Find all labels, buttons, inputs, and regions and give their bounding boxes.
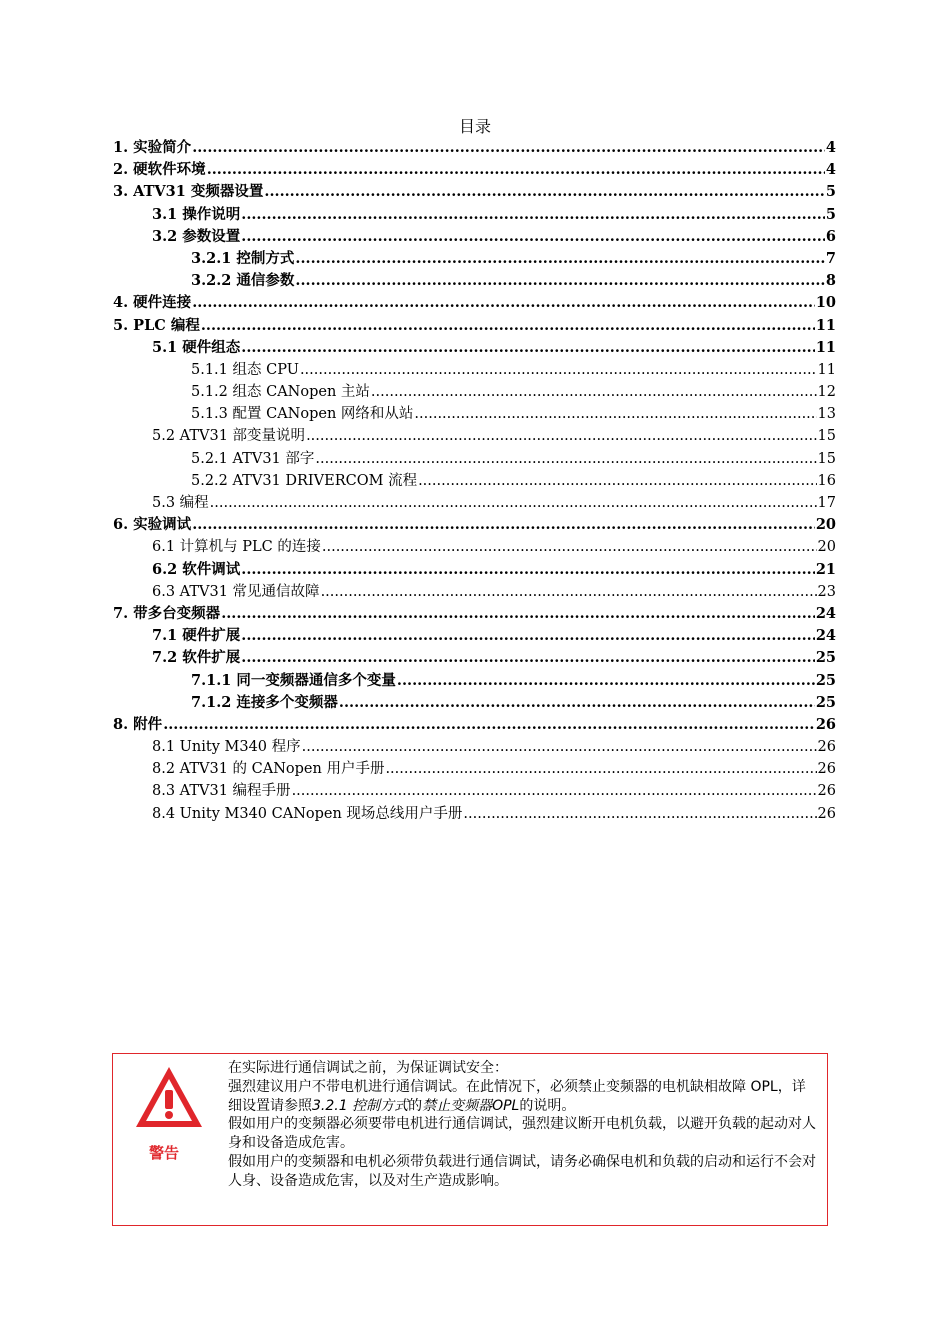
toc-entry-label: 3.2.2 通信参数 (191, 272, 295, 290)
toc-leader-dots (192, 137, 825, 159)
toc-leader-dots (339, 692, 815, 714)
toc-entry-page: 24 (815, 604, 836, 622)
toc-leader-dots (397, 670, 815, 692)
toc-leader-dots (418, 470, 816, 492)
toc-entry-page: 21 (815, 560, 836, 578)
toc-entry[interactable] (113, 448, 836, 470)
toc-leader-dots (241, 625, 815, 647)
toc-entry[interactable] (113, 270, 836, 292)
toc-leader-dots (321, 581, 817, 603)
toc-entry-label: 6.1 计算机与 PLC 的连接 (152, 539, 321, 556)
toc-leader-dots (241, 559, 815, 581)
toc-entry-page: 26 (817, 761, 836, 778)
toc-entry-page: 25 (815, 671, 836, 689)
warning-triangle-icon (133, 1064, 205, 1130)
toc-entry-label: 6.3 ATV31 常见通信故障 (152, 583, 320, 600)
toc-leader-dots (414, 403, 816, 425)
toc-leader-dots (201, 315, 815, 337)
toc-entry-page: 17 (817, 495, 836, 511)
toc-leader-dots (302, 736, 817, 758)
toc-leader-dots (463, 803, 816, 825)
toc-leader-dots (221, 603, 815, 625)
toc-entry-label: 8.1 Unity M340 程序 (152, 739, 301, 756)
toc-leader-dots (300, 359, 817, 381)
toc-entry-label: 5.3 编程 (152, 495, 209, 511)
toc-leader-dots (306, 425, 816, 447)
warning-line-2-b: 的 (408, 1097, 423, 1114)
toc-entry-label: 7.2 软件扩展 (152, 649, 241, 667)
toc-entry-page: 20 (817, 539, 836, 556)
toc-entry[interactable] (113, 692, 836, 714)
toc-entry-page: 13 (817, 406, 836, 423)
toc-leader-dots (210, 492, 817, 514)
warning-text (228, 1059, 818, 1191)
toc-entry[interactable] (113, 204, 836, 226)
toc-entry-page: 20 (815, 516, 836, 534)
toc-entry[interactable] (113, 226, 836, 248)
toc-leader-dots (385, 758, 816, 780)
toc-entry[interactable] (113, 603, 836, 625)
toc-entry[interactable] (113, 758, 836, 780)
toc-leader-dots (241, 226, 825, 248)
toc-entry-label: 8.4 Unity M340 CANopen 现场总线用户手册 (152, 805, 463, 822)
toc-entry[interactable] (113, 292, 836, 314)
warning-ref-opl: 禁止变频器OPL (422, 1097, 520, 1114)
toc-entry[interactable] (113, 181, 836, 203)
toc-entry-page: 15 (817, 428, 836, 445)
toc-entry-page: 24 (815, 627, 836, 645)
toc-entry-page: 26 (817, 805, 836, 822)
toc-entry[interactable] (113, 625, 836, 647)
toc-entry-label: 5.1.1 组态 CPU (191, 361, 299, 378)
toc-entry-label: 3.2 参数设置 (152, 227, 241, 245)
warning-line-2-a: 强烈建议用户不带电机进行通信调试。在此情况下，必须禁止变频器的电机缺相故障 OPL，详细设置请参照 (228, 1078, 806, 1114)
warning-box (112, 1053, 828, 1226)
toc-entry[interactable] (113, 315, 836, 337)
toc-entry-page: 5 (825, 205, 836, 223)
toc-entry[interactable] (113, 514, 836, 536)
toc-leader-dots (163, 714, 815, 736)
toc-entry[interactable] (113, 337, 836, 359)
toc-entry-label: 7. 带多台变频器 (113, 604, 221, 622)
toc-entry-label: 5.2 ATV31 部变量说明 (152, 428, 306, 445)
toc-leader-dots (241, 204, 825, 226)
warning-ref-section: 3.2.1 控制方式 (312, 1097, 409, 1114)
toc-entry[interactable] (113, 403, 836, 425)
toc-leader-dots (295, 270, 824, 292)
warning-line-1: 在实际进行通信调试之前，为保证调试安全： (228, 1060, 508, 1076)
toc-entry-label: 7.1 硬件扩展 (152, 627, 241, 645)
toc-leader-dots (192, 514, 815, 536)
toc-entry[interactable] (113, 492, 836, 514)
toc-entry[interactable] (113, 159, 836, 181)
warning-line-4: 假如用户的变频器和电机必须带负载进行通信调试，请务必确保电机和负载的启动和运行不会对人身、设备造成危害，以及对生产造成影响。 (228, 1153, 816, 1189)
toc-entry[interactable] (113, 581, 836, 603)
toc-entry-page: 26 (817, 783, 836, 800)
toc-entry-label: 5. PLC 编程 (113, 316, 200, 334)
toc-entry-label: 4. 硬件连接 (113, 294, 192, 312)
toc-entry-page: 11 (817, 361, 836, 378)
toc-entry-label: 5.1 硬件组态 (152, 338, 241, 356)
toc-leader-dots (192, 292, 815, 314)
toc-entry-page: 16 (817, 472, 836, 489)
warning-line-3: 假如用户的变频器必须要带电机进行通信调试，强烈建议断开电机负载，以避开负载的起动对人身和设备造成危害。 (228, 1116, 816, 1152)
toc-leader-dots (295, 248, 824, 270)
toc-list (113, 137, 836, 825)
toc-leader-dots (292, 780, 817, 802)
toc-leader-dots (241, 647, 815, 669)
toc-entry-page: 26 (817, 739, 836, 756)
toc-leader-dots (241, 337, 815, 359)
toc-entry-page: 5 (825, 183, 836, 201)
toc-entry-label: 6. 实验调试 (113, 516, 192, 534)
toc-entry[interactable] (113, 559, 836, 581)
toc-entry-page: 7 (825, 249, 836, 267)
toc-entry[interactable] (113, 670, 836, 692)
toc-entry-page: 10 (815, 294, 836, 312)
toc-entry-label: 3. ATV31 变频器设置 (113, 183, 264, 201)
toc-entry-label: 8. 附件 (113, 715, 163, 733)
toc-entry-label: 8.3 ATV31 编程手册 (152, 783, 291, 800)
toc-entry-label: 6.2 软件调试 (152, 560, 241, 578)
toc-entry-page: 4 (825, 161, 836, 179)
toc-entry-label: 3.1 操作说明 (152, 205, 241, 223)
toc-entry[interactable] (113, 780, 836, 802)
toc-entry-page: 26 (815, 715, 836, 733)
toc-entry[interactable] (113, 137, 836, 159)
toc-entry-page: 15 (817, 450, 836, 467)
toc-entry-page: 25 (815, 693, 836, 711)
toc-entry-label: 5.1.3 配置 CANopen 网络和从站 (191, 406, 414, 423)
toc-leader-dots (264, 181, 824, 203)
toc-entry-label: 5.1.2 组态 CANopen 主站 (191, 384, 370, 401)
toc-title: 目录 (458, 117, 491, 136)
toc-entry-label: 1. 实验简介 (113, 139, 192, 156)
warning-line-2 (228, 1078, 818, 1116)
toc-entry-page: 8 (825, 272, 836, 290)
toc-entry[interactable] (113, 470, 836, 492)
warning-label: 警告 (148, 1144, 179, 1162)
toc-entry[interactable] (113, 803, 836, 825)
toc-entry-page: 25 (815, 649, 836, 667)
warning-line-2-c: 的说明。 (519, 1097, 576, 1114)
toc-entry[interactable] (113, 736, 836, 758)
toc-entry-page: 23 (817, 583, 836, 600)
toc-entry[interactable] (113, 248, 836, 270)
toc-entry[interactable] (113, 359, 836, 381)
toc-entry[interactable] (113, 381, 836, 403)
toc-entry[interactable] (113, 647, 836, 669)
toc-entry-label: 7.1.1 同一变频器通信多个变量 (191, 671, 396, 689)
toc-entry-page: 11 (815, 316, 836, 334)
toc-entry-label: 7.1.2 连接多个变频器 (191, 693, 338, 711)
toc-entry-label: 3.2.1 控制方式 (191, 249, 295, 267)
toc-entry-page: 12 (817, 384, 836, 401)
toc-entry-label: 2. 硬软件环境 (113, 161, 206, 179)
toc-entry-label: 5.2.2 ATV31 DRIVERCOM 流程 (191, 472, 418, 489)
toc-entry[interactable] (113, 425, 836, 447)
toc-entry-label: 8.2 ATV31 的 CANopen 用户手册 (152, 761, 385, 778)
toc-entry[interactable] (113, 536, 836, 558)
toc-entry-page: 4 (825, 139, 836, 156)
toc-entry-page: 6 (825, 227, 836, 245)
toc-entry-label: 5.2.1 ATV31 部字 (191, 450, 315, 467)
toc-entry-page: 11 (815, 338, 836, 356)
toc-leader-dots (207, 159, 825, 181)
toc-leader-dots (371, 381, 817, 403)
toc-leader-dots (315, 448, 816, 470)
toc-leader-dots (322, 536, 817, 558)
toc-entry[interactable] (113, 714, 836, 736)
